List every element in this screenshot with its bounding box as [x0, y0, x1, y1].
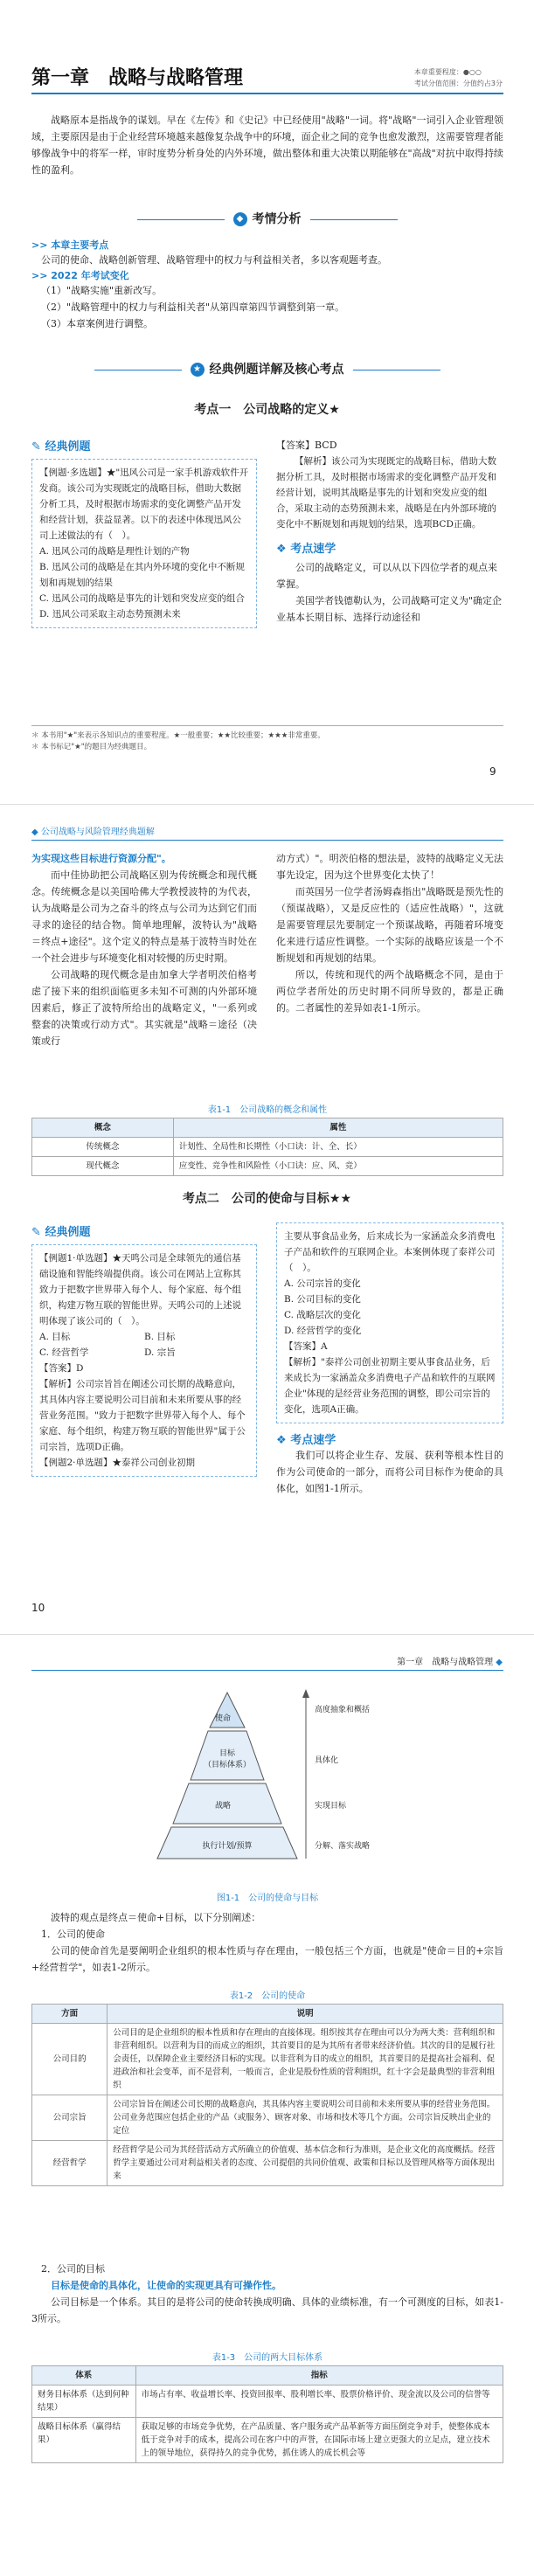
table-row: 经营哲学 经营哲学是公司为其经营活动方式所确立的价值观、基本信念和行为准则，是企业文化的高度概括。经营哲学主要通过公司对利益相关者的态度、公司提倡的共同价值观、政策和目标以及管理风格等方面体现出来 [32, 2141, 503, 2186]
arrow-head [302, 1689, 309, 1698]
kp1-title: 考点一 公司战略的定义★ [194, 403, 340, 417]
answer-text: 【答案】BCD [276, 440, 337, 451]
example-box: 【例题1·单选题】★天鸣公司是全球领先的通信基础设施和智能终端提供商。该公司在网站上宣称其致力于把数字世界带入每个人、每个家庭、每个组织，构建万物互联的智能世界。天鸣公司的上述说明体现了该公司的（ ）。 A. 目标 B. 目标 C. 经营哲学 D. 宗旨 【答案】D 【解析】公司宗旨旨在阐述公司长期的战略意向，其具体内容主要说明公司目前和未来所要从事的经营业务范围。"致力于把数字世界带入每个人、每个家庭、每个组织，构建万物互联的智能世界"属于公司宗旨，选项D正确。 【例题2·单选题】★泰祥公司创业初期 [31, 1244, 257, 1477]
pyramid-label: 分解、落实战略 [315, 1842, 371, 1851]
star-icon: ★ [191, 363, 205, 377]
analysis-text: 【解析】该公司为实现既定的战略目标，借助大数据分析工具，及时根据市场需求的变化调整产品开发和经营计划，说明其战略是事先的计划和突发应变的组合，采取主动的态势预测未来，战略是在内外部环境的变化中不断规划和再规划的结果，选项BCD正确。 [276, 456, 496, 530]
table3-caption: 表1-3 公司的两大目标体系 [212, 2353, 323, 2363]
figure-caption: 图1-1 公司的使命与目标 [216, 1894, 319, 1903]
footnote-rule [31, 725, 503, 726]
running-header: 第一章 战略与战略管理 ◆ [397, 1658, 503, 1667]
book-icon: ❖ [276, 1434, 287, 1447]
importance-rating: 本章重要程度：●○○ [413, 68, 482, 76]
mission-section: 波特的观点是终点＝使命+目标，以下分别阐述： 1．公司的使命 公司的使命首先是要阐明企业组织的根本性质与存在理由，一般包括三个方面，也就是"使命＝目的+宗旨+经营哲学"，如表1-2所示。 [31, 1912, 503, 1973]
exam-score-range: 考试分值范围：分值约占3分 [413, 80, 503, 87]
table-row: 财务目标体系（达到何种结果） 市场占有率、收益增长率、投资回报率、股利增长率、股票价格评价、现金流以及公司的信誉等 [32, 2386, 503, 2418]
review-tag: ❖ 考点速学 [276, 1434, 336, 1447]
example-question: 【例题·多选题】★"迅风公司是一家手机游戏软件开发商。该公司为实现既定的战略目标，借助大数据分析工具，及时根据市场需求的变化调整产品开发和经营计划，获益显著。以下的表述中体现迅风公司上述做法的有（ ）。 [39, 467, 249, 541]
example-block [31, 437, 257, 628]
page-number: 9 [489, 765, 496, 778]
pyramid-label: 具体化 [315, 1756, 339, 1765]
example-tag: ✎ 经典例题 [31, 1226, 91, 1239]
change-item: （3）本章案例进行调整。 [41, 318, 153, 329]
diamond-icon: ◆ [496, 1658, 503, 1667]
option-d: D. 迅风公司采取主动态势预测未来 [39, 609, 181, 620]
pyramid-level: 执行计划/预算 [202, 1842, 253, 1851]
mission-table: 方面 说明 公司目的 公司目的是企业组织的根本性质和存在理由的直接体现。组织按其存在理由可以分为两大类：营利组织和非营利组织。以营利为目的而成立的组织，其首要目的是为其所有者带来经济价值。其次的目的是履行社会责任，以保障企业主要经济目标的实现。以非营利为目的成立的组织，其首要目的是提高社会福利、促进政治和社会变革，而不是营利，一般而言，企业是股份性质的营利组织，红十字会是最典型的非营利组织 公司宗旨 公司宗旨旨在阐述公司长期的战略意向，其具体内容主要说明公司目前和未来所要从事的经营业务范围。公司业务范围应包括企业的产品（或服务）、顾客对象、市场和技术等几个方面。公司宗旨反映出企业的定位 经营哲学 经营哲学是公司为其经营活动方式所确立的价值观、基本信念和行为准则，是企业文化的高度概括。经营哲学主要通过公司对利益相关者的态度、公司提倡的共同价值观、政策和目标以及管理风格等方面体现出来 [31, 2004, 503, 2186]
kp2-title: 考点二 公司的使命与目标★★ [182, 1192, 352, 1206]
chapter-meta [414, 66, 503, 89]
option-c: C. 迅风公司的战略是事先的计划和突发应变的组合 [39, 593, 245, 604]
concept-table: 概念 属性 传统概念 计划性、全局性和长期性（小口诀：计、全、长） 现代概念 应变性、竞争性和风险性（小口诀：应、风、竞） [31, 1118, 503, 1176]
table-row: 公司宗旨 公司宗旨旨在阐述公司长期的战略意向，其具体内容主要说明公司目前和未来所要从事的经营业务范围。公司业务范围应包括企业的产品（或服务）、顾客对象、市场和技术等几个方面。公司宗旨反映出企业的定位 [32, 2095, 503, 2141]
change-item: （2）"战略管理中的权力与利益相关者"从第四章第四节调整到第一章。 [41, 301, 345, 313]
main-points-heading: >> 本章主要考点 [31, 239, 109, 251]
answer-block [276, 437, 503, 626]
pyramid-figure [131, 1684, 411, 1885]
edit-icon: ✎ [31, 440, 41, 454]
table-row: 战略目标体系（赢得结果） 获取足够的市场竞争优势，在产品质量、客户服务或产品革新等方面压倒竞争对手，使整体成本低于竞争对手的成本，提高公司在客户中的声誉，在国际市场上建立更强大的立足点，建立技术上的领导地位，获得持久的竞争优势，抓住诱人的成长机会等 [32, 2418, 503, 2463]
cases-banner: ★ 经典例题详解及核心考点 [0, 360, 534, 377]
page-9 [0, 0, 534, 804]
header-rule [31, 840, 503, 841]
analysis-banner: ◆ 考情分析 [0, 210, 534, 227]
chapter-rule [31, 93, 503, 94]
running-header: ◆ 公司战略与风险管理经典题解 [31, 828, 155, 837]
book-icon: ❖ [276, 543, 287, 556]
table2-caption: 表1-2 公司的使命 [229, 1991, 306, 2001]
right-column-2: 主要从事食品业务，后来成长为一家涵盖众多消费电子产品和软件的互联网企业。本案例体现了泰祥公司（ ）。 A. 公司宗旨的变化 B. 公司目标的变化 C. 战略层次的变化 D. 经营哲学的变化 【答案】A 【解析】"泰祥公司创业初期主要从事食品业务，后来成长为一家涵盖众多消费电子产品和软件的互联网企业"体现的是经营业务范围的调整，即公司宗旨的变化，选项A正确。 ❖ 考点速学 我们可以将企业生存、发展、获利等根本性目的作为公司使命的一部分，而将公司目标作为使命的具体化，如图1-1所示。 [276, 1222, 503, 1497]
header-rule [31, 1670, 503, 1671]
exam-points [31, 238, 503, 332]
intro-paragraph: 战略原本是指战争的谋划。早在《左传》和《史记》中已经使用"战略"一词。将"战略"一词引入企业管理领域，主要原因是由于企业经营环境越来越像复杂战争中的环境，面企业之间的竞争也愈发激烈，这需要管理者能够像战争中的将军一样，审时度势分析身处的内外环境，做出整体和重大决策以期能够在"高战"对抗中取得持续性的盈利。 [31, 114, 503, 176]
example-block [31, 1222, 257, 1477]
right-column: 动方式）"。明茨伯格的想法是，波特的战略定义无法事先设定，因为这个世界变化太快了！ 而英国另一位学者汤姆森指出"战略既是预先性的（预谋战略），又是反应性的（适应性战略）"，这就是需要管理层先要制定一个预谋战略，再随着环境变化来进行适应性调整。一个实际的战略应该是一个不断规划和再规划的结果。 所以，传统和现代的两个战略概念不同，是由于两位学者所处的历史时期不同所导致的，都是正确的。二者属性的差异如表1-1所示。 [276, 853, 503, 1014]
main-points-text: 公司的使命、战略创新管理、战略管理中的权力与利益相关者，多以客观题考查。 [41, 254, 387, 266]
pyramid-level: 使命 [215, 1714, 232, 1723]
page-11 [0, 1634, 534, 2576]
example-box-cont: 主要从事食品业务，后来成长为一家涵盖众多消费电子产品和软件的互联网企业。本案例体现了泰祥公司（ ）。 A. 公司宗旨的变化 B. 公司目标的变化 C. 战略层次的变化 D. 经营哲学的变化 【答案】A 【解析】"泰祥公司创业初期主要从事食品业务，后来成长为一家涵盖众多消费电子产品和软件的互联网企业"体现的是经营业务范围的调整，即公司宗旨的变化，选项A正确。 [276, 1222, 503, 1423]
chapter-title: 第一章 战略与战略管理 [31, 67, 244, 89]
pin-icon: ◆ [233, 212, 247, 226]
table1-caption: 表1-1 公司战略的概念和属性 [207, 1105, 328, 1115]
goal-section: 2．公司的目标 目标是使命的具体化，让使命的实现更具有可操作性。 公司目标是一个体系。其目的是将公司的使命转换成明确、具体的业绩标准，有一个可测度的目标，如表1-3所示。 [31, 2263, 503, 2324]
goal-table: 体系 指标 财务目标体系（达到何种结果） 市场占有率、收益增长率、投资回报率、股利增长率、股票价格评价、现金流以及公司的信誉等 战略目标体系（赢得结果） 获取足够的市场竞争优势，在产品质量、客户服务或产品革新等方面压倒竞争对手，使整体成本低于竞争对手的成本，提高公司在客户中的声誉，在国际市场上建立更强大的立足点，建立技术上的领导地位，获得持久的竞争优势，抓住诱人的成长机会等 [31, 2365, 503, 2463]
table-row: 公司目的 公司目的是企业组织的根本性质和存在理由的直接体现。组织按其存在理由可以分为两大类：营利组织和非营利组织。以营利为目的而成立的组织，其首要目的是为其所有者带来经济价值。其次的目的是履行社会责任，以保障企业主要经济目标的实现。以非营利为目的成立的组织，其首要目的是提高社会福利、促进政治和社会变革，而不是营利，一般而言，企业是股份性质的营利组织，红十字会是最典型的非营利组织 [32, 2024, 503, 2095]
pyramid-label: 实现目标 [315, 1802, 347, 1811]
footnotes: ＊ 本书用"★"来表示各知识点的重要程度。★一般重要；★★比较重要；★★★非常重要。 ＊ 本书标记"★"的题目为经典题目。 [31, 731, 325, 751]
change-item: （1）"战略实施"重新改写。 [41, 285, 163, 296]
review-paragraph: 美国学者钱德勒认为，公司战略可定义为"确定企业基本长期目标、选择行动途径和 [276, 595, 503, 623]
pyramid-level: 目标 （目标体系） [203, 1749, 251, 1769]
review-tag: ❖ 考点速学 [276, 543, 336, 556]
pyramid-label: 高度抽象和概括 [315, 1706, 371, 1714]
review-paragraph: 公司的战略定义，可以从以下四位学者的观点来掌握。 [276, 562, 497, 590]
option-a: A. 迅风公司的战略是理性计划的产物 [39, 546, 190, 557]
table-row: 传统概念 计划性、全局性和长期性（小口诀：计、全、长） [32, 1138, 503, 1157]
changes-heading: >> 2022 年考试变化 [31, 270, 129, 281]
pyramid-level: 战略 [215, 1802, 232, 1811]
edit-icon: ✎ [31, 1226, 41, 1239]
option-b: B. 迅风公司的战略是在其内外环境的变化中不断规划和再规划的结果 [39, 562, 245, 588]
table-row: 现代概念 应变性、竞争性和风险性（小口诀：应、风、竞） [32, 1157, 503, 1176]
ex1-options: A. 目标 B. 目标 C. 经营哲学 D. 宗旨 [39, 1332, 176, 1358]
example-box [31, 459, 257, 628]
page-10 [0, 804, 534, 1635]
diamond-icon: ◆ [31, 828, 38, 837]
page-number: 10 [31, 1602, 45, 1614]
example-tag: ✎ 经典例题 [31, 440, 91, 454]
left-column: 为实现这些目标进行资源分配"。 而中佳协助把公司战略区别为传统概念和现代概念。传统概念是以美国哈佛大学教授波特的为代表，认为战略是公司为之奋斗的终点与公司为达到它们而寻求的途径的结合物。简单地理解，波特认为"战略＝终点+途径"。这个定义的特点是基于波特当时处在一个社会进步与环境变化相对较慢的历史时期。 公司战略的现代概念是由加拿大学者明茨伯格考虑了接下来的组织面临更多未知不可测的内外部环境因素后，修正了波特所给出的战略定义，"一系列或整套的决策或行动方式"。其实就是"战略＝途径（决策或行 [31, 853, 257, 1047]
